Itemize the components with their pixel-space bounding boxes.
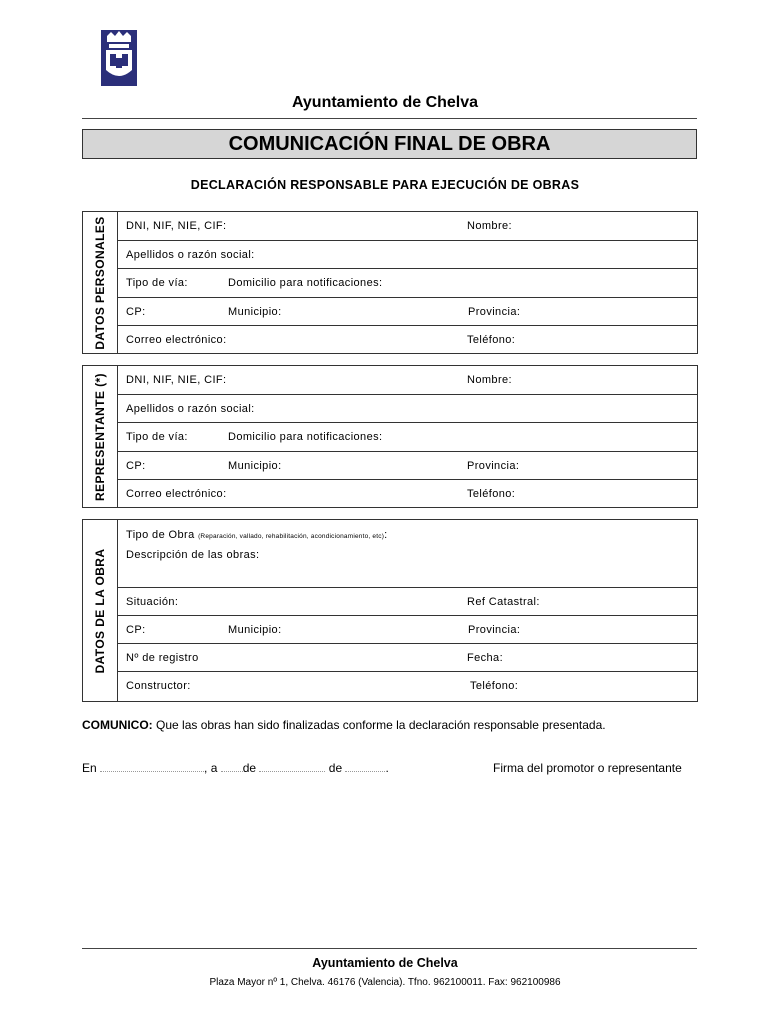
section-datos-obra [82, 519, 698, 702]
a-label: , a [204, 761, 218, 775]
fecha-label: Fecha: [467, 652, 504, 664]
registro-label: Nº de registro [126, 652, 199, 664]
situacion-label: Situación: [126, 596, 179, 608]
form-row-cp[interactable] [118, 298, 697, 326]
section-label: DATOS PERSONALES [93, 215, 107, 350]
de-label-1: de [242, 761, 257, 775]
municipio-label: Municipio: [228, 460, 282, 472]
constructor-label: Constructor: [126, 680, 191, 692]
tipo-via-label: Tipo de vía: [126, 277, 188, 289]
form-row-situacion[interactable] [118, 588, 697, 616]
form-row-constructor[interactable] [118, 672, 697, 699]
place-date-line [82, 761, 389, 775]
form-row-correo[interactable] [118, 326, 697, 353]
cp-label: CP: [126, 460, 146, 472]
form-row-dni[interactable] [118, 212, 697, 241]
document-title: COMUNICACIÓN FINAL DE OBRA [82, 129, 697, 159]
dni-label: DNI, NIF, NIE, CIF: [126, 220, 227, 232]
organization-title: Ayuntamiento de Chelva [291, 94, 479, 111]
telefono-label: Teléfono: [467, 488, 516, 500]
domicilio-label: Domicilio para notificaciones: [228, 277, 383, 289]
dni-label: DNI, NIF, NIE, CIF: [126, 374, 227, 386]
nombre-label: Nombre: [467, 220, 512, 232]
nombre-label: Nombre: [467, 374, 512, 386]
municipio-label: Municipio: [228, 306, 282, 318]
correo-label: Correo electrónico: [126, 334, 227, 346]
de-label-2: de [328, 761, 343, 775]
apellidos-label: Apellidos o razón social: [126, 403, 255, 415]
end-period: . [385, 761, 389, 775]
footer-address: Plaza Mayor nº 1, Chelva. 46176 (Valencia). Tfno. 962100011. Fax: 962100986 [209, 977, 561, 988]
provincia-label: Provincia: [468, 306, 521, 318]
document-subtitle: DECLARACIÓN RESPONSABLE PARA EJECUCIÓN DE OBRAS [190, 178, 580, 192]
communico-lead: COMUNICO: [82, 718, 153, 732]
form-row-domicilio[interactable] [118, 269, 697, 298]
tipo-obra-colon: : [384, 529, 388, 541]
section-side-label-box [83, 366, 118, 507]
domicilio-label: Domicilio para notificaciones: [228, 431, 383, 443]
coat-of-arms-logo [101, 30, 137, 86]
cp-label: CP: [126, 624, 146, 636]
apellidos-label: Apellidos o razón social: [126, 249, 255, 261]
tipo-obra-text: Tipo de Obra [126, 529, 195, 541]
telefono-label: Teléfono: [467, 334, 516, 346]
form-row-apellidos[interactable] [118, 241, 697, 269]
section-representante [82, 365, 698, 508]
form-row-apellidos[interactable] [118, 395, 697, 423]
section-label: REPRESENTANTE (*) [93, 372, 107, 501]
footer-organization: Ayuntamiento de Chelva [312, 956, 458, 970]
section-label: DATOS DE LA OBRA [93, 548, 107, 673]
form-row-registro[interactable] [118, 644, 697, 672]
provincia-label: Provincia: [468, 624, 521, 636]
tipo-obra-hint: (Reparación, vallado, rehabilitación, acondicionamiento, etc) [198, 533, 385, 540]
day-blank[interactable] [221, 761, 243, 772]
section-datos-personales [82, 211, 698, 354]
place-blank[interactable] [100, 761, 204, 772]
form-row-correo[interactable] [118, 480, 697, 507]
section-side-label-box [83, 520, 118, 701]
cp-label: CP: [126, 306, 146, 318]
descripcion-label: Descripción de las obras: [126, 549, 260, 561]
tipo-via-label: Tipo de vía: [126, 431, 188, 443]
form-row-cp[interactable] [118, 452, 697, 480]
communico-text: Que las obras han sido finalizadas conforme la declaración responsable presentada. [152, 718, 606, 732]
signature-label: Firma del promotor o representante [493, 761, 682, 775]
tipo-obra-label [126, 529, 388, 541]
provincia-label: Provincia: [467, 460, 520, 472]
header-divider [82, 118, 697, 119]
form-row-cp[interactable] [118, 616, 697, 644]
footer-divider [82, 948, 697, 949]
ref-catastral-label: Ref Catastral: [467, 596, 540, 608]
municipio-label: Municipio: [228, 624, 282, 636]
telefono-label: Teléfono: [470, 680, 519, 692]
correo-label: Correo electrónico: [126, 488, 227, 500]
form-row-domicilio[interactable] [118, 423, 697, 452]
section-side-label-box [83, 212, 118, 353]
form-row-tipo-descripcion[interactable] [118, 520, 697, 588]
form-row-dni[interactable] [118, 366, 697, 395]
en-label: En [82, 761, 97, 775]
month-blank[interactable] [259, 761, 325, 772]
year-blank[interactable] [345, 761, 385, 772]
communico-statement [82, 718, 606, 732]
